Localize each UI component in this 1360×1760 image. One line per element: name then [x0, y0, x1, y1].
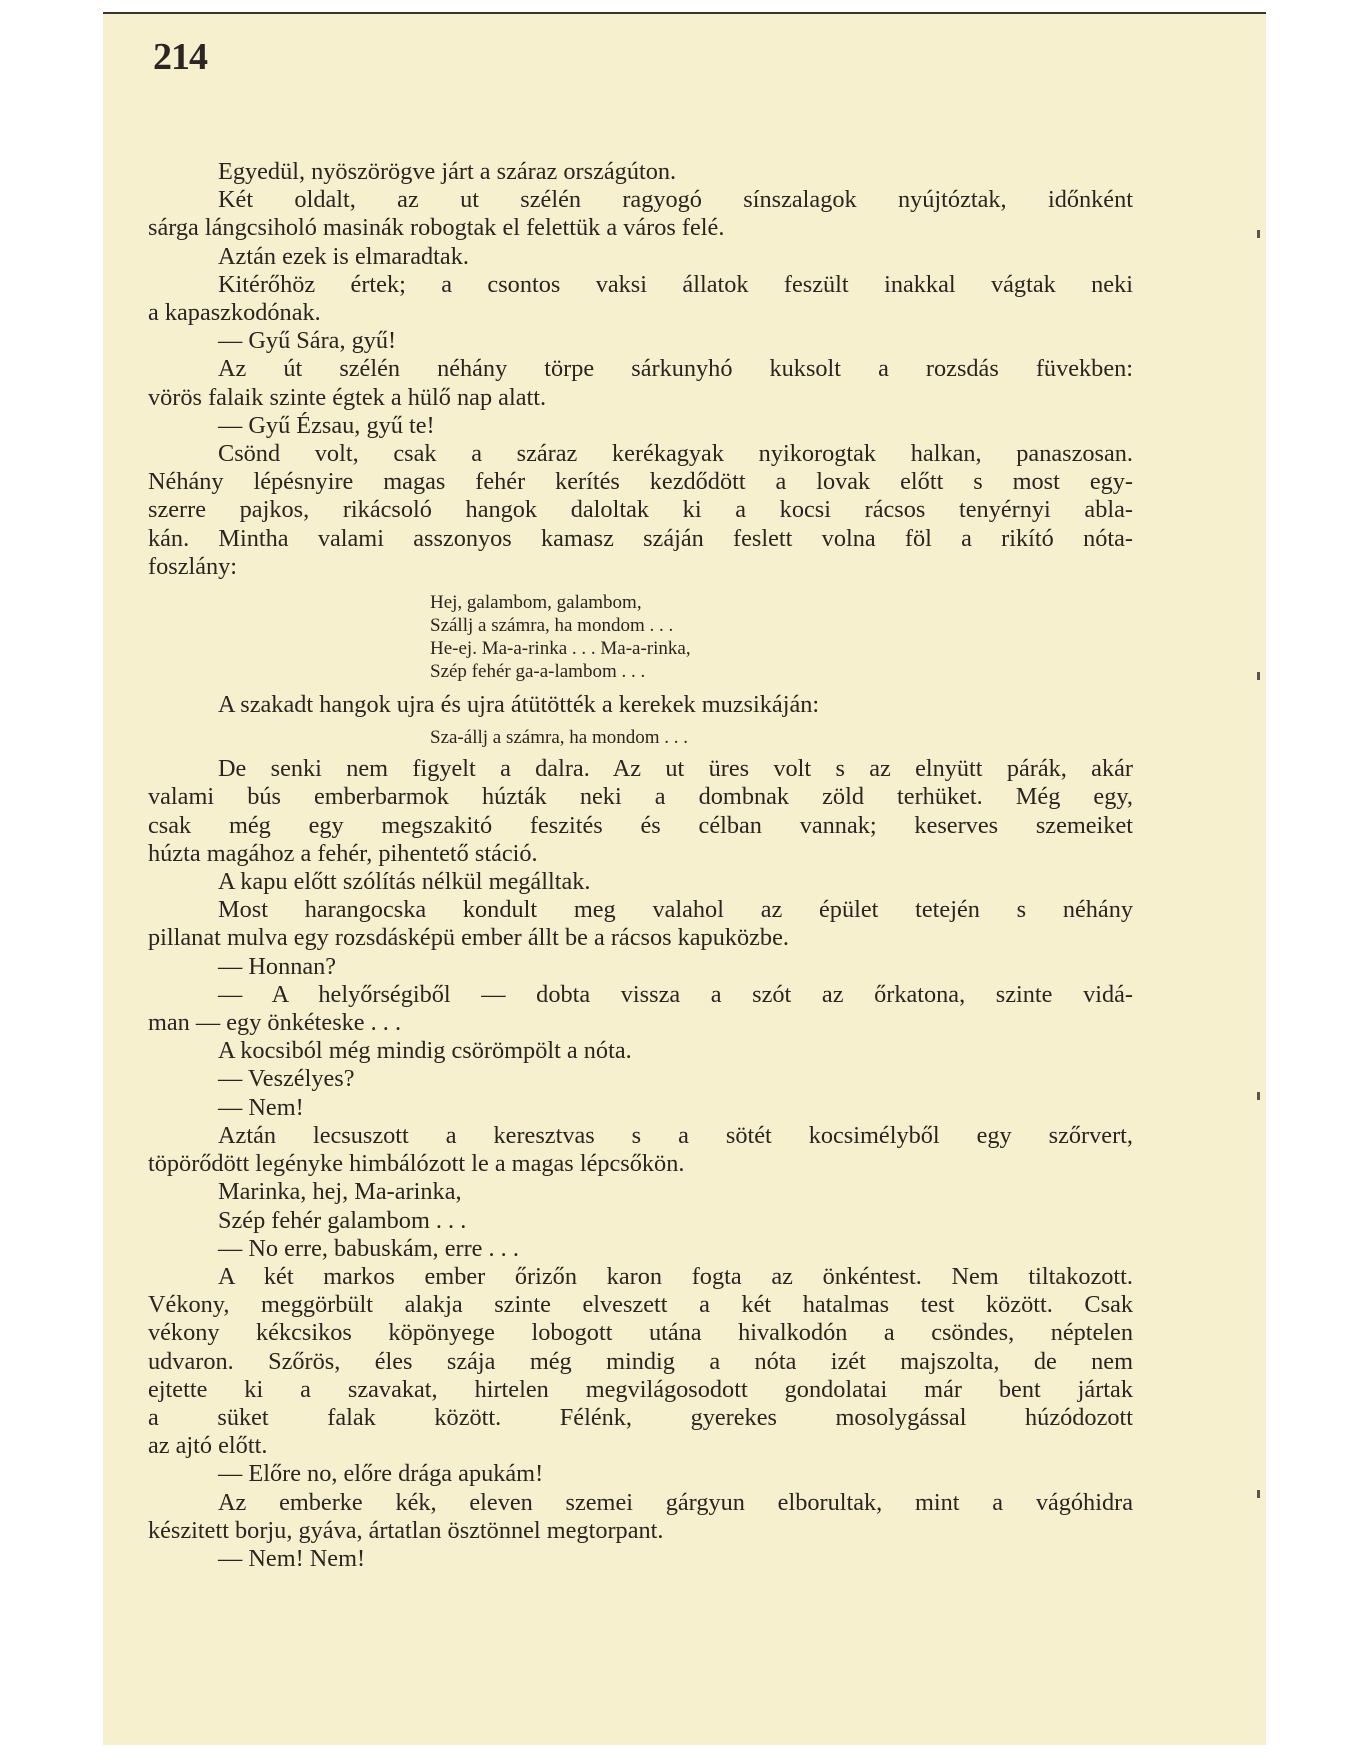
page-number: 214	[153, 36, 207, 78]
text-line: pillanat mulva egy rozsdásképü ember állt be a rácsos kapuközbe.	[148, 924, 789, 952]
margin-mark	[1257, 230, 1260, 238]
book-page	[103, 12, 1266, 1745]
paragraph-group-3	[148, 755, 1133, 1573]
margin-mark	[1257, 1490, 1260, 1498]
text-line: töpörődött legényke himbálózott le a magas lépcsőkön.	[148, 1150, 685, 1178]
text-line: — Előre no, előre drága apukám!	[218, 1460, 544, 1488]
text-line: — No erre, babuskám, erre . . .	[218, 1234, 519, 1262]
text-line: húzta magához a fehér, pihentető stáció.	[148, 839, 538, 867]
text-line: az ajtó előtt.	[148, 1432, 268, 1460]
text-line: A szakadt hangok ujra és ujra átütötték a kerekek muzsikáján:	[218, 691, 820, 719]
text-line: csak még egy megszakitó feszités és célban vannak; keserves szemeiket	[148, 811, 1133, 839]
text-line: — Gyű Ézsau, gyű te!	[218, 411, 435, 439]
text-line: — Veszélyes?	[218, 1065, 355, 1093]
text-line: Most harangocska kondult meg valahol az épület tetején s néhány	[218, 896, 1133, 924]
text-line: A kocsiból még mindig csörömpölt a nóta.	[218, 1037, 632, 1065]
paragraph-group-2	[148, 691, 1133, 719]
text-line: Aztán ezek is elmaradtak.	[218, 242, 469, 270]
text-line: Marinka, hej, Ma-arinka,	[218, 1178, 462, 1206]
text-line: sárga lángcsiholó masinák robogtak el felettük a város felé.	[148, 214, 725, 242]
text-line: A két markos ember őrizőn karon fogta az önkéntest. Nem tiltakozott.	[218, 1262, 1133, 1290]
text-line: Szép fehér galambom . . .	[218, 1206, 467, 1234]
song-line: Sza-állj a számra, ha mondom . . .	[430, 727, 689, 749]
text-line: készitett borju, gyáva, ártatlan ösztönnel megtorpant.	[148, 1516, 664, 1544]
text-line: De senki nem figyelt a dalra. Az ut üres volt s az elnyütt párák, akár	[218, 755, 1133, 783]
text-line: man — egy önkéteske . . .	[148, 1009, 402, 1037]
song-verse-1	[148, 591, 1133, 683]
text-line: udvaron. Szőrös, éles szája még mindig a nóta izét majszolta, de nem	[148, 1347, 1133, 1375]
text-line: Az emberke kék, eleven szemei gárgyun elborultak, mint a vágóhidra	[218, 1488, 1133, 1516]
text-line: kán. Mintha valami asszonyos kamasz száján feslett volna föl a rikító nóta-	[148, 524, 1133, 552]
text-line: A kapu előtt szólítás nélkül megálltak.	[218, 868, 591, 896]
text-line: — Gyű Sára, gyű!	[218, 327, 397, 355]
text-line: Aztán lecsuszott a keresztvas s a sötét kocsimélyből egy szőrvert,	[218, 1121, 1133, 1149]
text-line: a kapaszkodónak.	[148, 299, 321, 327]
text-line: Csönd volt, csak a száraz kerékagyak nyikorogtak halkan, panaszosan.	[218, 440, 1133, 468]
text-line: foszlány:	[148, 552, 238, 580]
text-line: a süket falak között. Félénk, gyerekes mosolygással húzódozott	[148, 1403, 1133, 1431]
body-text	[148, 158, 1133, 1573]
text-line: valami bús emberbarmok húzták neki a dombnak zöld terhüket. Még egy,	[148, 783, 1133, 811]
text-line: Kitérőhöz értek; a csontos vaksi állatok feszült inakkal vágtak neki	[218, 270, 1133, 298]
margin-mark	[1257, 672, 1260, 680]
text-line: — Nem!	[218, 1093, 304, 1121]
text-line: — Nem! Nem!	[218, 1544, 366, 1572]
text-line: Két oldalt, az ut szélén ragyogó sínszalagok nyújtóztak, időnként	[218, 186, 1133, 214]
text-line: — A helyőrségiből — dobta vissza a szót az őrkatona, szinte vidá-	[218, 980, 1133, 1008]
song-line: Hej, galambom, galambom,	[430, 592, 642, 614]
text-line: vörös falaik szinte égtek a hülő nap alatt.	[148, 383, 547, 411]
text-line: ejtette ki a szavakat, hirtelen megvilágosodott gondolatai már bent jártak	[148, 1375, 1133, 1403]
margin-mark	[1257, 1092, 1260, 1100]
paragraph-group-1	[148, 158, 1133, 581]
song-line: He-ej. Ma-a-rinka . . . Ma-a-rinka,	[430, 638, 691, 660]
song-line: Szállj a számra, ha mondom . . .	[430, 615, 674, 637]
text-line: Néhány lépésnyire magas fehér kerítés kezdődött a lovak előtt s most egy-	[148, 468, 1133, 496]
text-line: vékony kékcsikos köpönyege lobogott utána hivalkodón a csöndes, néptelen	[148, 1319, 1133, 1347]
text-line: Az út szélén néhány törpe sárkunyhó kuksolt a rozsdás füvekben:	[218, 355, 1133, 383]
text-line: — Honnan?	[218, 952, 337, 980]
text-line: Egyedül, nyöszörögve járt a száraz országúton.	[218, 158, 677, 185]
text-line: Vékony, meggörbült alakja szinte elveszett a két hatalmas test között. Csak	[148, 1291, 1133, 1319]
text-line: szerre pajkos, rikácsoló hangok daloltak ki a kocsi rácsos tenyérnyi abla-	[148, 496, 1133, 524]
song-line: Szép fehér ga-a-lambom . . .	[430, 661, 646, 683]
song-verse-2	[148, 726, 1133, 749]
